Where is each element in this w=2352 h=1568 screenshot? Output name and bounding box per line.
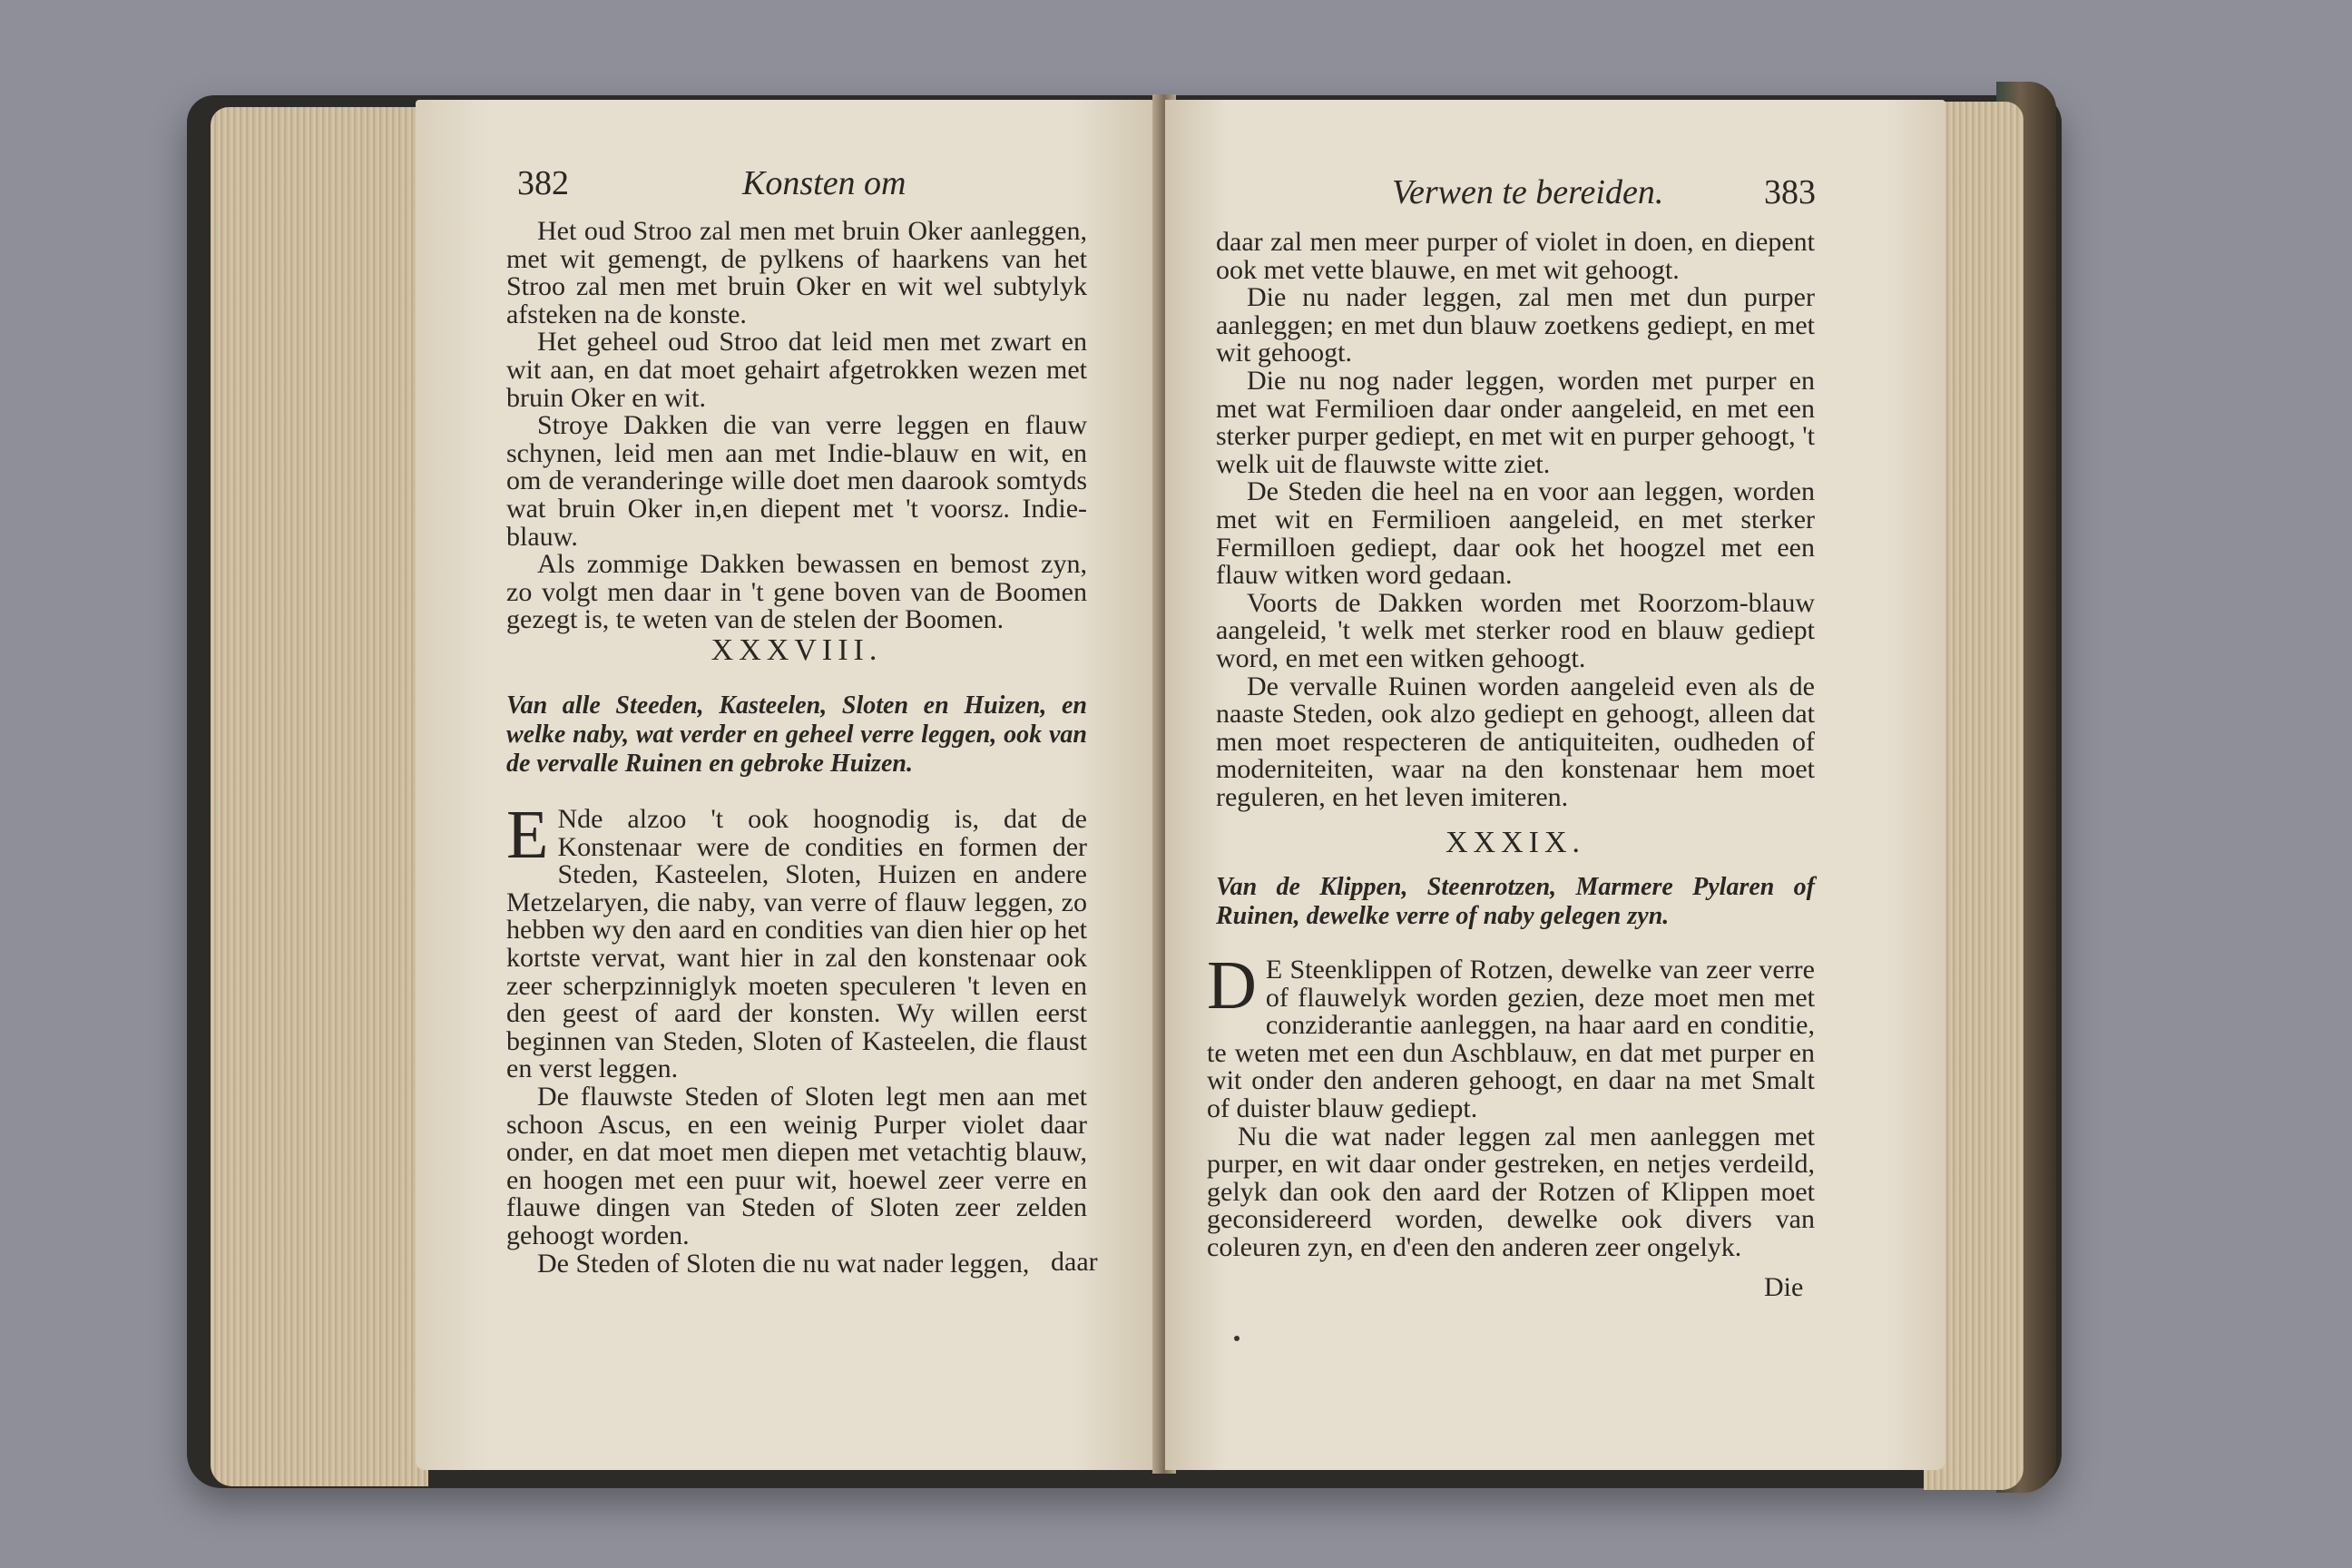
right-text-block-1	[1216, 229, 1815, 811]
catchword: daar	[1051, 1247, 1098, 1277]
left-page-edges	[211, 107, 428, 1486]
drop-cap: D	[1207, 947, 1257, 1024]
paragraph: De vervalle Ruinen worden aangeleid even als de naaste Steden, ook alzo gediept en gehoogt, alleen dat men moet respecteren de antiquiteiten, oudheden of moderniteiten, waar na den konstenaar hem moet reguleren, en het leven imiteren.	[1216, 671, 1815, 812]
paragraph: Die nu nader leggen, zal men met dun purper aanleggen; en met dun blauw zoetkens gediept, en met wit gehoogt.	[1216, 282, 1815, 368]
left-running-header: Konsten om	[742, 164, 906, 202]
paragraph: Die nu nog nader leggen, worden met purper en met wat Fermilioen daar onder aangeleid, en met een sterker purper gediept, en met wit en purper gehoogt, 't welk uit de flauwste witte ziet.	[1216, 365, 1815, 479]
chapter-heading: XXXIX.	[1445, 826, 1586, 859]
paragraph: De Steden of Sloten die nu wat nader leggen,	[537, 1248, 1030, 1279]
right-page-number: 383	[1764, 173, 1816, 211]
paragraph: Het oud Stroo zal men met bruin Oker aanleggen, met wit gemengt, de pylkens of haarkens van het Stroo zal men met bruin Oker en wit wel subtylyk afsteken na de konste.	[506, 216, 1087, 329]
paragraph: De flauwste Steden of Sloten legt men aan met schoon Ascus, en een weinig Purper violet daar onder, en dat moet men diepen met vetachtig blauw, en hoogen met een puur wit, hoewel zeer verre en flauwe dingen van Steden of Sloten zeer zelden gehoogt worden.	[506, 1081, 1087, 1250]
left-text-block-2	[506, 797, 1087, 1279]
left-text-block-1	[506, 218, 1087, 634]
ink-speck	[1234, 1336, 1240, 1341]
paragraph: Stroye Dakken die van verre leggen en flauw schynen, leid men aan met Indie-blauw en wit, en om de veranderinge wille doet men daarook somtyds wat bruin Oker in,en diepent met 't voorsz. Indie-blauw.	[506, 410, 1087, 552]
paragraph: Het geheel oud Stroo dat leid men met zwart en wit aan, en dat moet gehairt afgetrokken wezen met bruin Oker en wit.	[506, 327, 1087, 413]
paragraph: Nu die wat nader leggen zal men aanleggen met purper, en wit daar onder gestreken, en netjes verdeild, gelyk dan ook den aard der Rotzen of Klippen moet geconsidereerd worden, dewelke ook divers van coleuren zyn, en d'een den anderen zeer ongelyk.	[1207, 1121, 1815, 1262]
opening-paragraph: E Nde alzoo 't ook hoognodig is, dat de Konstenaar were de condities en formen der Steden, Kasteelen, Sloten, Huizen en andere Metzelaryen, die naby, van verre of flauw leggen, zo hebben wy den aard en condities van dien hier op het kortste vervat, want hier in zal den konstenaar ook zeer scherpzinniglyk moeten speculeren 't leven en den geest of aard der konsten. Wy willen eerst beginnen van Steden, Sloten of Kasteelen, die flaust en verst leggen.	[506, 797, 1087, 1084]
paragraph: Als zommige Dakken bewassen en bemost zyn, zo volgt men daar in 't gene boven van de Boomen gezegt is, te weten van de stelen der Boomen.	[506, 549, 1087, 635]
catchword: Die	[1764, 1272, 1804, 1302]
chapter-heading: XXXVIII.	[710, 633, 883, 667]
chapter-subtitle: Van alle Steeden, Kasteelen, Sloten en Huizen, en welke naby, wat verder en geheel verre leggen, ook van de vervalle Ruinen en gebroke Huizen.	[506, 691, 1087, 778]
right-text-block-2	[1207, 947, 1815, 1262]
paragraph: daar zal men meer purper of violet in doen, en diepent ook met vette blauwe, en met wit gehoogt.	[1216, 227, 1815, 285]
right-running-header: Verwen te bereiden.	[1392, 173, 1664, 211]
opening-paragraph: D E Steenklippen of Rotzen, dewelke van zeer verre of flauwelyk worden gezien, deze moet men met conziderantie aanleggen, na haar aard en conditie, te weten met een dun Aschblauw, en dat met purper en wit onder den anderen gehoogt, en daar na met Smalt of duister blauw gediept.	[1207, 947, 1815, 1123]
drop-cap: E	[506, 797, 549, 873]
left-page-number: 382	[517, 164, 569, 202]
paragraph: Voorts de Dakken worden met Roorzom-blauw aangeleid, 't welk met sterker rood en blauw gediept word, en met een witken gehoogt.	[1216, 587, 1815, 673]
paragraph: De Steden die heel na en voor aan leggen, worden met wit en Fermilioen aangeleid, en met sterker Fermilloen gediept, daar ook het hoogzel met een flauw witken word gedaan.	[1216, 476, 1815, 591]
chapter-subtitle: Van de Klippen, Steenrotzen, Marmere Pylaren of Ruinen, dewelke verre of naby gelegen zyn.	[1216, 873, 1815, 930]
right-page	[1165, 100, 1945, 1470]
left-page	[416, 100, 1161, 1470]
